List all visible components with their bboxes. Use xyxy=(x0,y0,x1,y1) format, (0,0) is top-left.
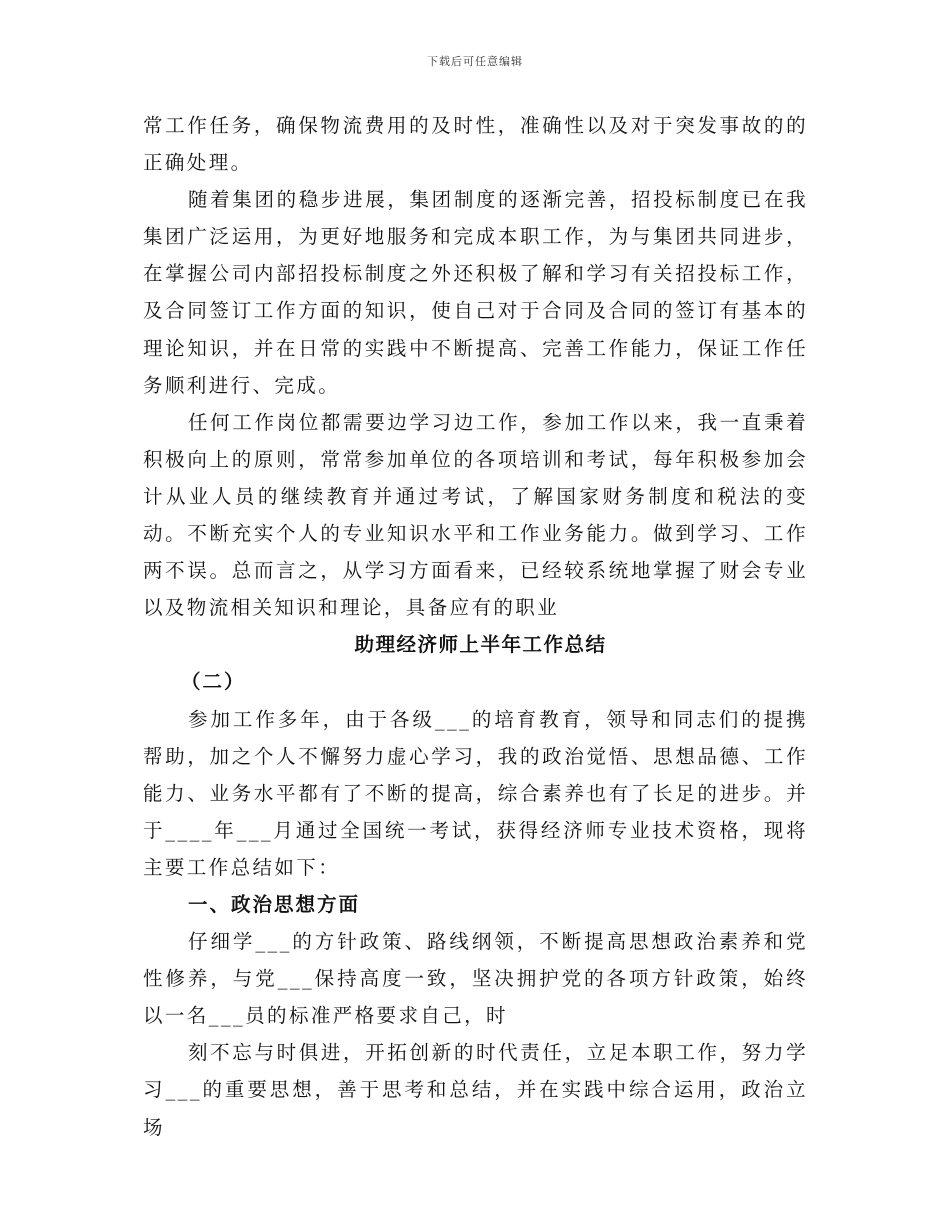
document-body xyxy=(143,107,808,1146)
heading-political: 一、政治思想方面 xyxy=(188,892,361,916)
paragraph-intro: 参加工作多年，由于各级___的培育教育，领导和同志们的提携帮助，加之个人不懈努力虚心学习，我的政治觉悟、思想品德、工作能力、业务水平都有了不断的提高，综合素养也有了长足的进步。并于____年___月通过全国统一考试，获得经济师专业技术资格，现将主要工作总结如下： xyxy=(143,707,808,879)
paragraph-political-2: 刻不忘与时俱进，开拓创新的时代责任，立足本职工作，努力学习___的重要思想，善于思考和总结，并在实践中综合运用，政治立场 xyxy=(143,1041,808,1139)
paragraph-political-1: 仔细学___的方针政策、路线纲领，不断提高思想政治素养和党性修养，与党___保持高度一致，坚决拥护党的各项方针政策，始终以一名___员的标准严格要求自己，时 xyxy=(143,930,808,1028)
paragraph-bidding: 随着集团的稳步进展，集团制度的逐渐完善，招投标制度已在我集团广泛运用，为更好地服务和完成本职工作，为与集团共同进步，在掌握公司内部招投标制度之外还积极了解和学习有关招投标工作，及合同签订工作方面的知识，使自己对于合同及合同的签订有基本的理论知识，并在日常的实践中不断提高、完善工作能力，保证工作任务顺利进行、完成。 xyxy=(143,188,808,397)
section-subtitle: （二） xyxy=(181,670,246,694)
page-header: 下载后可任意编辑 xyxy=(427,55,523,68)
section-title: 助理经济师上半年工作总结 xyxy=(354,633,607,657)
paragraph-learning: 任何工作岗位都需要边学习边工作，参加工作以来，我一直秉着积极向上的原则，常常参加单位的各项培训和考试，每年积极参加会计从业人员的继续教育并通过考试，了解国家财务制度和税法的变动。不断充实个人的专业知识水平和工作业务能力。做到学习、工作两不误。总而言之，从学习方面看来，已经较系统地掌握了财会专业以及物流相关知识和理论，具备应有的职业 xyxy=(143,410,808,620)
paragraph-continuation: 常工作任务，确保物流费用的及时性，准确性以及对于突发事故的的正确处理。 xyxy=(143,114,808,175)
